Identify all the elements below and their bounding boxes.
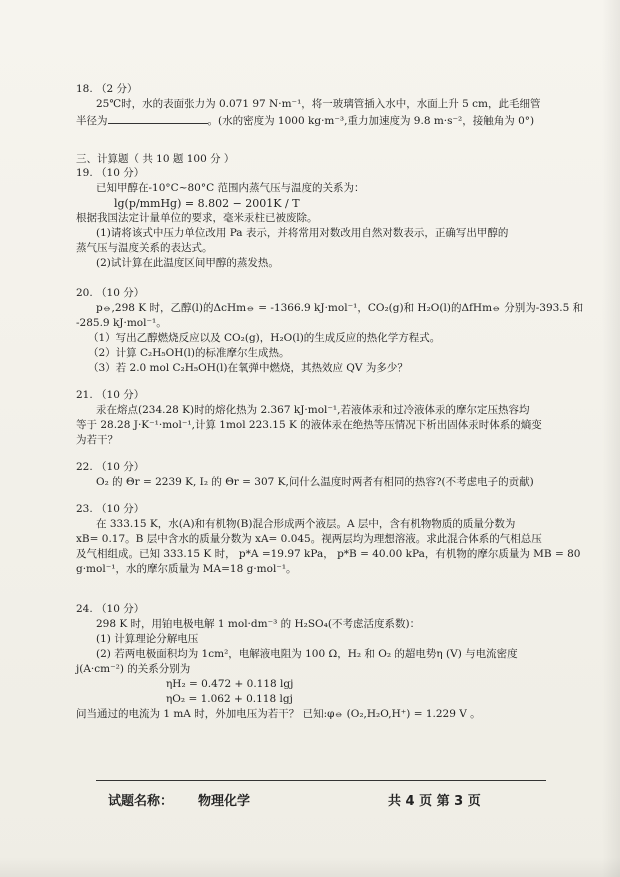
- paper-edge-shadow: [602, 0, 620, 877]
- question-18-head: 18. （2 分）: [76, 83, 138, 95]
- question-20-head: 20. （10 分）: [76, 287, 145, 299]
- question-22: [76, 460, 546, 490]
- question-18-line2b: 。(水的密度为 1000 kg·m⁻³,重力加速度为 9.8 m·s⁻²，接触角为 0°): [207, 115, 535, 127]
- question-22-line1: O₂ 的 Θr = 2239 K, I₂ 的 Θr = 307 K,问什么温度时两者有相同的热容?(不考虑电子的贡献): [96, 476, 534, 488]
- question-24-line7: 问当通过的电流为 1 mA 时，外加电压为若干？ 已知:φ⦵ (O₂,H₂O,H⁺) = 1.229 V 。: [76, 708, 481, 720]
- paper-bottom-shadow: [0, 857, 620, 877]
- question-24: [76, 602, 546, 722]
- question-23-line2: xB= 0.17。B 层中含水的质量分数为 xA= 0.045。视两层均为理想溶液。求此混合体系的气相总压: [76, 533, 542, 545]
- question-23-head: 23. （10 分）: [76, 503, 145, 515]
- question-20-line3: （1）写出乙醇燃烧反应以及 CO₂(g)，H₂O(l)的生成反应的热化学方程式。: [88, 332, 441, 344]
- question-23-line3: 及气相组成。已知 333.15 K 时， p*A =19.97 kPa， p*B = 40.00 kPa，有机物的摩尔质量为 MB = 80: [76, 548, 581, 560]
- footer-page-count: 共 4 页 第 3 页: [388, 794, 481, 809]
- question-22-head: 22. （10 分）: [76, 461, 145, 473]
- question-24-line3: (2) 若两电极面积均为 1cm²，电解液电阻为 100 Ω，H₂ 和 O₂ 的超电势η (V) 与电流密度: [96, 648, 518, 660]
- question-24-head: 24. （10 分）: [76, 603, 145, 615]
- question-20-line2: -285.9 kJ·mol⁻¹。: [76, 317, 167, 329]
- footer-rule: [96, 780, 546, 781]
- question-24-line2: (1) 计算理论分解电压: [96, 633, 199, 645]
- question-19-formula: lg(p/mmHg) = 8.802 − 2001K / T: [114, 197, 300, 210]
- question-24-eq-o2: ηO₂ = 1.062 + 0.118 lgj: [166, 693, 293, 705]
- question-19-head: 19. （10 分）: [76, 167, 145, 179]
- question-21-line1: 汞在熔点(234.28 K)时的熔化热为 2.367 kJ·mol⁻¹,若液体汞和过冷液体汞的摩尔定压热容均: [96, 404, 530, 416]
- question-24-line4: j(A·cm⁻²) 的关系分别为: [76, 663, 191, 675]
- question-19-line4: 蒸气压与温度关系的表达式。: [76, 242, 213, 254]
- question-20-line5: （3）若 2.0 mol C₂H₅OH(l)在氧弹中燃烧，其热效应 QV 为多少？: [88, 362, 408, 374]
- question-18-line1: 25℃时，水的表面张力为 0.071 97 N·m⁻¹，将一玻璃管插入水中，水面上升 5 cm，此毛细管: [96, 98, 541, 110]
- question-23-line1: 在 333.15 K，水(A)和有机物(B)混合形成两个液层。A 层中，含有机物物质的质量分数为: [96, 518, 516, 530]
- question-19-line5: (2)试计算在此温度区间甲醇的蒸发热。: [96, 257, 279, 269]
- question-23-line4: g·mol⁻¹，水的摩尔质量为 MA=18 g·mol⁻¹。: [76, 563, 297, 575]
- question-21-line3: 为若干？: [76, 434, 118, 446]
- section-heading: [76, 152, 546, 167]
- question-21-line2: 等于 28.28 J·K⁻¹·mol⁻¹,计算 1mol 223.15 K 的液体汞在绝热等压情况下析出固体汞时体系的熵变: [76, 419, 542, 431]
- question-21-head: 21. （10 分）: [76, 389, 145, 401]
- question-20: [76, 286, 584, 376]
- question-18-line2a: 半径为: [76, 115, 108, 127]
- question-20-line4: （2）计算 C₂H₅OH(l)的标准摩尔生成热。: [88, 347, 290, 359]
- question-19-line3: (1)请将该式中压力单位改用 Pa 表示，并将常用对数改用自然对数表示，正确写出甲醇的: [96, 227, 509, 239]
- question-24-line1: 298 K 时，用铂电极电解 1 mol·dm⁻³ 的 H₂SO₄(不考虑活度系数)：: [96, 618, 421, 630]
- section-title: 三、计算题（ 共 10 题 100 分 ）: [76, 153, 235, 165]
- footer-subject: 物理化学: [198, 794, 251, 809]
- answer-blank: [108, 112, 208, 124]
- question-20-line1: p⦵,298 K 时，乙醇(l)的ΔcHm⦵ = -1366.9 kJ·mol⁻¹，CO₂(g)和 H₂O(l)的ΔfHm⦵ 分别为-393.5 和: [96, 302, 584, 314]
- question-18: [76, 82, 546, 129]
- question-19-line1: 已知甲醇在-10°C~80°C 范围内蒸气压与温度的关系为：: [96, 182, 365, 194]
- question-24-eq-h2: ηH₂ = 0.472 + 0.118 lgj: [166, 678, 294, 690]
- question-21: [76, 388, 546, 448]
- question-19: [76, 166, 546, 271]
- question-23: [76, 502, 581, 577]
- footer-name-label: 试题名称：: [108, 794, 174, 809]
- question-19-line2: 根据我国法定计量单位的要求，毫米汞柱已被废除。: [76, 212, 318, 224]
